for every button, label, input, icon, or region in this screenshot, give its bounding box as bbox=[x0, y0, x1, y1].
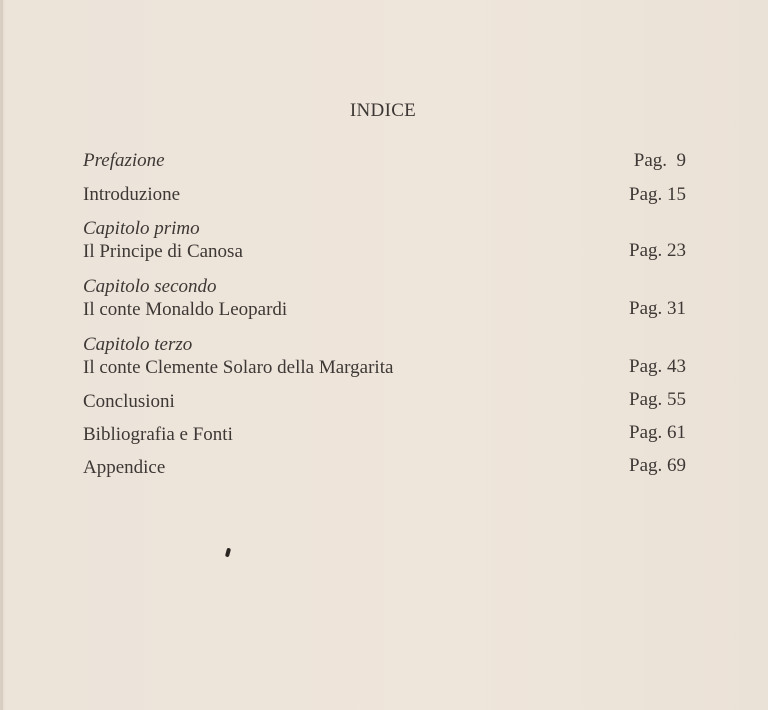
toc-entry-title: Bibliografia e Fonti bbox=[83, 424, 233, 445]
toc-entry-title: Conclusioni bbox=[83, 391, 175, 412]
toc-entry-page: Pag. 69 bbox=[629, 455, 686, 476]
toc-entry-title: Il conte Clemente Solaro della Margarita bbox=[83, 357, 394, 378]
ink-speck bbox=[225, 548, 231, 558]
toc-entry-title: Appendice bbox=[83, 457, 166, 478]
toc-chapter-label: Capitolo primo bbox=[83, 218, 200, 239]
toc-chapter-label: Capitolo secondo bbox=[83, 276, 217, 297]
toc-entry-page: Pag. 23 bbox=[629, 240, 686, 261]
toc-entry-page: Pag. 9 bbox=[633, 150, 686, 171]
toc-entry-page: Pag. 15 bbox=[629, 184, 686, 205]
toc-entry-title: Il conte Monaldo Leopardi bbox=[83, 299, 288, 320]
index-heading: INDICE bbox=[349, 100, 417, 121]
toc-entry-page: Pag. 55 bbox=[629, 389, 686, 410]
toc-chapter-label: Capitolo terzo bbox=[83, 334, 193, 355]
toc-entry-title: Il Principe di Canosa bbox=[83, 241, 243, 262]
toc-entry-title: Prefazione bbox=[83, 150, 165, 171]
toc-entry-page: Pag. 31 bbox=[629, 298, 686, 319]
toc-entry-page: Pag. 43 bbox=[629, 356, 686, 377]
toc-entry-title: Introduzione bbox=[83, 184, 181, 205]
toc-entry-page: Pag. 61 bbox=[629, 422, 686, 443]
